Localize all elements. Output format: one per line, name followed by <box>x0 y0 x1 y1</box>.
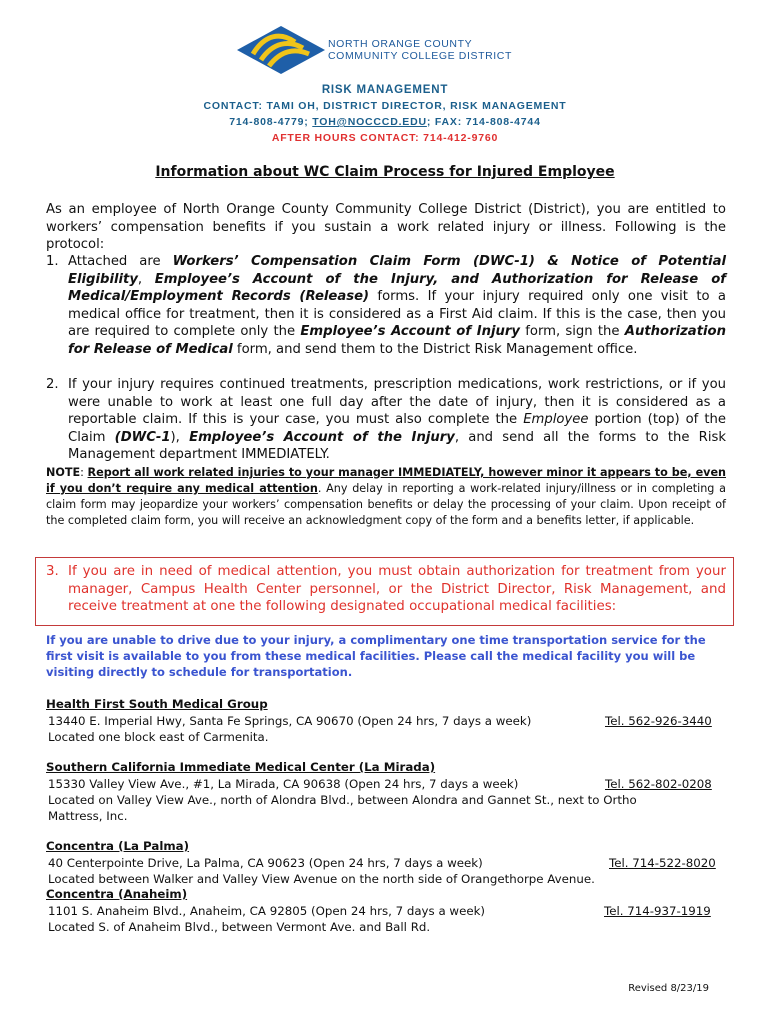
revision-date: Revised 8/23/19 <box>628 983 709 994</box>
facility-name: Concentra (Anaheim) <box>46 887 188 901</box>
form-name: (DWC-1 <box>114 429 171 445</box>
facility-note: Located S. of Anaheim Blvd., between Vermont Ave. and Ball Rd. <box>48 920 431 934</box>
facility-phone[interactable]: Tel. 562-802-0208 <box>605 777 712 791</box>
item-body <box>68 253 726 358</box>
transportation-notice: If you are unable to drive due to your injury, a complimentary one time transportation service for the first visit is available to you from these medical facilities. Please call the medical facility you will be visiting directly to schedule for transportation. <box>46 633 706 679</box>
facility-phone[interactable]: Tel. 562-926-3440 <box>605 714 712 728</box>
text: : <box>80 466 88 479</box>
page-title: Information about WC Claim Process for Injured Employee <box>155 164 615 180</box>
emphasis: Employee <box>523 412 589 427</box>
intro-paragraph: As an employee of North Orange County Community College District (District), you are entitled to workers’ compensation benefits if you sustain a work related injury or illness. Following is the protocol: <box>46 202 726 252</box>
form-name: Workers’ Compensation Claim Form (DWC-1) & Notice of Potential Eligibility <box>68 254 726 287</box>
facility-address: 13440 E. Imperial Hwy, Santa Fe Springs, CA 90670 (Open 24 hrs, 7 days a week) <box>48 714 532 728</box>
phone-text: 714-808-4779; <box>229 116 313 128</box>
item-body: If you are in need of medical attention, you must obtain authorization for treatment from your manager, Campus Health Center personnel, or the District Director, Risk Management, and receive treatment at one the following designated occupational medical facilities: <box>68 564 726 614</box>
form-name: Employee’s Account of the Injury <box>189 429 455 445</box>
facility-note: Located on Valley View Ave., north of Alondra Blvd., between Alondra and Gannet St., next to Ortho Mattress, Inc. <box>48 793 637 823</box>
facility-phone[interactable]: Tel. 714-522-8020 <box>609 856 716 870</box>
text: portion (top) of the Claim <box>68 412 726 445</box>
after-hours-contact: AFTER HOURS CONTACT: 714-412-9760 <box>271 132 499 144</box>
text: ), <box>170 429 190 445</box>
item-body <box>68 376 726 464</box>
phone-email-fax-line <box>0 116 770 128</box>
text: forms. If your injury required only one visit to a medical office for treatment, then it is considered as a First Aid claim. If this is the case, then you are required to complete only the <box>68 289 726 339</box>
facility-name: Concentra (La Palma) <box>46 839 190 853</box>
district-logo <box>235 24 327 76</box>
org-name-line1: NORTH ORANGE COUNTY <box>328 38 473 50</box>
facility-address: 40 Centerpointe Drive, La Palma, CA 90623 (Open 24 hrs, 7 days a week) <box>48 856 483 870</box>
note-label: NOTE <box>46 466 81 479</box>
item-number: 3. <box>46 564 59 579</box>
text: , and send all the forms to the Risk Management department IMMEDIATELY. <box>68 429 727 462</box>
facility-note: Located between Walker and Valley View Avenue on the north side of Orangethorpe Avenue. <box>48 872 595 886</box>
email-link[interactable]: TOH@NOCCCD.EDU <box>312 116 427 128</box>
form-name: Employee’s Account of Injury <box>300 324 520 339</box>
note-paragraph <box>46 465 726 529</box>
text: , <box>137 271 155 287</box>
dept-heading: RISK MANAGEMENT <box>321 84 449 96</box>
facility-note: Located one block east of Carmenita. <box>48 730 269 744</box>
form-name: Employee’s Account of the Injury, and Authorization for Release of Medical/Employment Records (Release) <box>68 271 727 304</box>
contact-line: CONTACT: TAMI OH, DISTRICT DIRECTOR, RISK MANAGEMENT <box>203 100 567 112</box>
text: form, and send them to the District Risk Management office. <box>232 341 638 357</box>
fax-text: ; FAX: 714-808-4744 <box>426 116 541 128</box>
facility-name: Health First South Medical Group <box>46 697 268 711</box>
form-name: Authorization for Release of Medical <box>68 324 726 357</box>
item-number: 1. <box>46 254 59 269</box>
facility-address-row <box>48 855 728 871</box>
facility-address-row <box>48 776 728 792</box>
org-name-line2: COMMUNITY COLLEGE DISTRICT <box>328 50 513 62</box>
text: . Any delay in reporting a work-related injury/illness or in completing a claim form may jeopardize your workers’ compensation benefits or delay the processing of your claim. Upon receipt of the completed claim form, you will receive an acknowledgment copy of the form and a benefits letter, if applicable. <box>46 482 726 527</box>
text: If your injury requires continued treatments, prescription medications, work restrictions, or if you were unable to work at least one full day after the date of injury, then it is considered as a reportable claim. If this is your case, you must also complete the <box>68 377 726 427</box>
facility-address-row <box>48 903 728 919</box>
facility-address: 1101 S. Anaheim Blvd., Anaheim, CA 92805 (Open 24 hrs, 7 days a week) <box>48 904 486 918</box>
protocol-item-3 <box>46 563 726 616</box>
facility-address-row <box>48 713 728 729</box>
facility-address: 15330 Valley View Ave., #1, La Mirada, CA 90638 (Open 24 hrs, 7 days a week) <box>48 777 519 791</box>
facility-phone[interactable]: Tel. 714-937-1919 <box>604 904 711 918</box>
text: form, sign the <box>520 324 625 339</box>
facility-name: Southern California Immediate Medical Center (La Mirada) <box>46 760 436 774</box>
item-number: 2. <box>46 377 59 392</box>
protocol-item-2 <box>46 376 726 464</box>
text: Attached are <box>68 254 173 269</box>
note-emphasis: Report all work related injuries to your manager IMMEDIATELY, however minor it appears to be, even if you don’t require any medical attention <box>46 466 726 495</box>
protocol-item-1 <box>46 253 726 358</box>
